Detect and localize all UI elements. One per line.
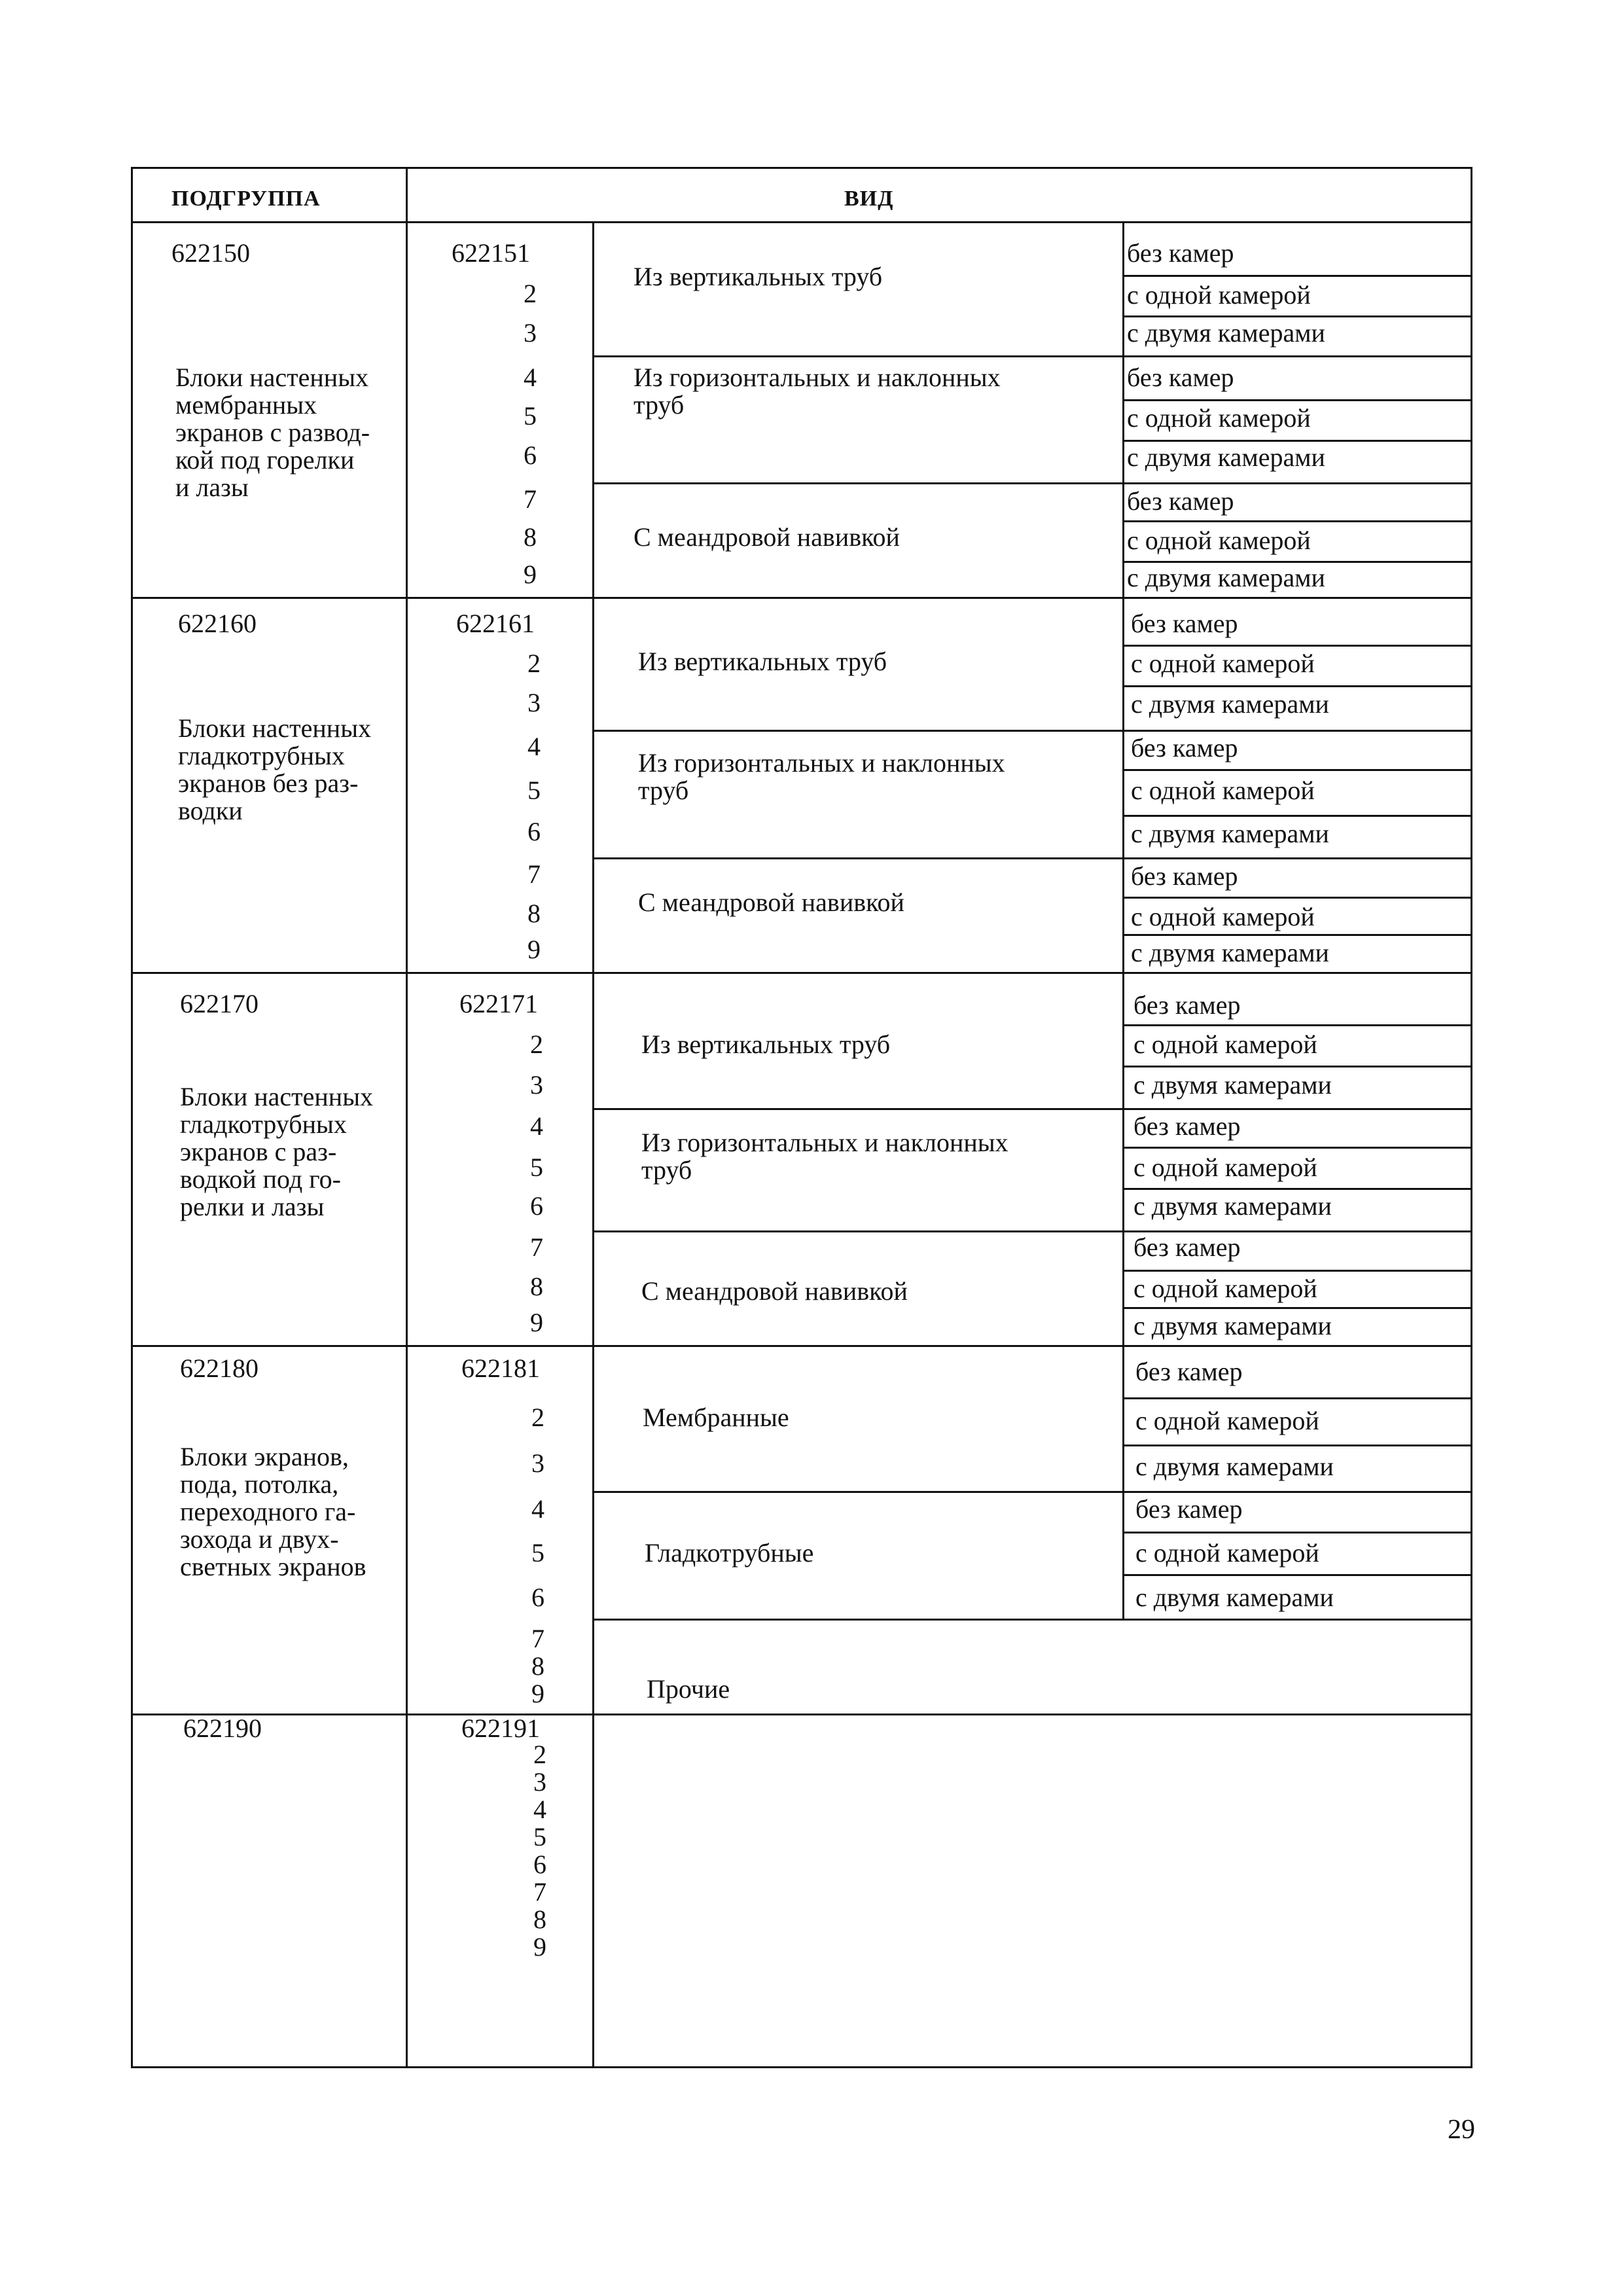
type-number: 4 — [527, 732, 541, 761]
subgroup-description: Блоки настенных гладкотрубных экранов без раз- водки — [178, 713, 372, 825]
chamber-divider — [1122, 1532, 1472, 1534]
subgroup-code: 622160 — [178, 609, 257, 638]
kind-divider — [592, 355, 1472, 357]
chamber-label: без камер — [1133, 1232, 1241, 1262]
kind-divider — [592, 1230, 1472, 1232]
type-number: 3 — [524, 318, 537, 348]
chamber-divider — [1122, 1270, 1472, 1272]
subgroup-code: 622180 — [180, 1354, 259, 1383]
page-number: 29 — [1448, 2115, 1475, 2145]
kind-divider — [592, 1491, 1472, 1493]
column-divider — [406, 167, 408, 2068]
chamber-label: с одной камерой — [1133, 1030, 1317, 1059]
kind-label: Прочие — [647, 1674, 730, 1704]
kind-divider — [592, 1619, 1472, 1621]
header-subgroup: ПОДГРУППА — [171, 187, 321, 211]
type-number: 5 — [530, 1153, 543, 1182]
type-number: 5 — [533, 1822, 546, 1852]
type-code: 622161 — [456, 609, 535, 638]
type-number: 3 — [530, 1070, 543, 1100]
chamber-label: без камер — [1127, 486, 1234, 516]
type-number: 7 — [533, 1877, 546, 1907]
chamber-divider — [1122, 1066, 1472, 1067]
kind-label: Из вертикальных труб — [633, 262, 883, 291]
header-divider — [131, 221, 1472, 223]
type-number: 6 — [531, 1583, 544, 1612]
chamber-label: с одной камерой — [1131, 902, 1315, 931]
chamber-label: без камер — [1133, 1111, 1241, 1141]
chamber-label: с двумя камерами — [1127, 318, 1325, 348]
type-number: 2 — [524, 279, 537, 308]
chamber-label: с одной камерой — [1131, 649, 1315, 678]
type-number: 3 — [527, 688, 541, 717]
header-type: ВИД — [844, 187, 894, 211]
group-divider — [131, 1713, 1472, 1715]
type-number: 9 — [531, 1679, 544, 1708]
chamber-label: с одной камерой — [1127, 280, 1311, 310]
chamber-divider — [1122, 1397, 1472, 1399]
kind-divider — [592, 730, 1472, 732]
chamber-divider — [1122, 897, 1472, 899]
type-number: 9 — [527, 935, 541, 964]
group-divider — [131, 972, 1472, 974]
chamber-divider — [1122, 1574, 1472, 1576]
chamber-label: с двумя камерами — [1131, 689, 1329, 719]
type-number: 2 — [530, 1030, 543, 1059]
chamber-divider — [1122, 645, 1472, 647]
chamber-label: без камер — [1135, 1357, 1243, 1386]
kind-divider — [592, 857, 1472, 859]
kind-label: С меандровой навивкой — [638, 888, 904, 917]
type-number: 9 — [533, 1932, 546, 1962]
column-divider — [1122, 221, 1124, 1619]
chamber-divider — [1122, 1444, 1472, 1446]
chamber-label: без камер — [1127, 363, 1234, 392]
type-number: 6 — [527, 817, 541, 846]
type-number: 3 — [533, 1767, 546, 1797]
chamber-label: с двумя камерами — [1135, 1452, 1334, 1481]
chamber-label: без камер — [1131, 861, 1238, 891]
subgroup-description: Блоки настенных гладкотрубных экранов с раз- водкой под го- релки и лазы — [180, 1082, 374, 1221]
type-code: 622191 — [461, 1713, 540, 1743]
chamber-label: без камер — [1131, 733, 1238, 762]
kind-label: Мембранные — [643, 1403, 789, 1432]
chamber-label: без камер — [1135, 1494, 1243, 1524]
chamber-label: без камер — [1133, 990, 1241, 1020]
chamber-label: с одной камерой — [1127, 526, 1311, 555]
column-divider — [592, 221, 594, 2068]
type-number: 7 — [524, 484, 537, 514]
type-number: 2 — [527, 649, 541, 678]
kind-label: Из вертикальных труб — [641, 1030, 891, 1059]
type-number: 6 — [524, 440, 537, 470]
type-number: 9 — [530, 1308, 543, 1337]
type-number: 5 — [527, 776, 541, 805]
chamber-divider — [1122, 1024, 1472, 1026]
chamber-label: с двумя камерами — [1131, 938, 1329, 967]
type-code: 622171 — [459, 989, 538, 1018]
kind-label: С меандровой навивкой — [641, 1276, 908, 1306]
chamber-divider — [1122, 1188, 1472, 1190]
chamber-label: с одной камерой — [1131, 776, 1315, 805]
type-code: 622181 — [461, 1354, 540, 1383]
subgroup-code: 622190 — [183, 1713, 262, 1743]
type-number: 7 — [531, 1624, 544, 1653]
chamber-divider — [1122, 275, 1472, 277]
type-number: 8 — [527, 899, 541, 928]
chamber-divider — [1122, 315, 1472, 317]
chamber-divider — [1122, 520, 1472, 522]
type-number: 4 — [533, 1795, 546, 1824]
chamber-label: с двумя камерами — [1133, 1070, 1332, 1100]
type-number: 5 — [531, 1538, 544, 1568]
chamber-divider — [1122, 934, 1472, 936]
chamber-label: с двумя камерами — [1133, 1191, 1332, 1221]
kind-label: С меандровой навивкой — [633, 522, 900, 552]
type-code: 622151 — [452, 238, 530, 268]
type-number: 9 — [524, 560, 537, 589]
chamber-label: с одной камерой — [1133, 1274, 1317, 1303]
chamber-divider — [1122, 440, 1472, 442]
kind-label: Из горизонтальных и наклонных труб — [638, 748, 1005, 805]
type-number: 8 — [524, 522, 537, 552]
chamber-label: с двумя камерами — [1131, 819, 1329, 848]
type-number: 7 — [527, 859, 541, 889]
chamber-label: с одной камерой — [1133, 1153, 1317, 1182]
kind-divider — [592, 1108, 1472, 1110]
kind-label: Из вертикальных труб — [638, 647, 887, 676]
type-number: 4 — [524, 363, 537, 392]
chamber-label: без камер — [1127, 238, 1234, 268]
type-number: 4 — [530, 1111, 543, 1141]
chamber-label: с двумя камерами — [1133, 1311, 1332, 1340]
type-number: 6 — [530, 1191, 543, 1221]
kind-divider — [592, 482, 1472, 484]
subgroup-code: 622150 — [171, 238, 250, 268]
chamber-divider — [1122, 769, 1472, 771]
subgroup-code: 622170 — [180, 989, 259, 1018]
kind-label: Гладкотрубные — [645, 1538, 814, 1568]
chamber-label: с одной камерой — [1127, 403, 1311, 433]
kind-label: Из горизонтальных и наклонных труб — [641, 1128, 1008, 1185]
type-number: 2 — [531, 1403, 544, 1432]
group-divider — [131, 597, 1472, 599]
group-divider — [131, 1345, 1472, 1347]
chamber-divider — [1122, 1147, 1472, 1149]
type-number: 6 — [533, 1850, 546, 1879]
chamber-label: без камер — [1131, 609, 1238, 638]
chamber-label: с одной камерой — [1135, 1406, 1319, 1435]
subgroup-description: Блоки настенных мембранных экранов с развод- кой под горелки и лазы — [175, 363, 370, 502]
subgroup-description: Блоки экранов, пода, потолка, переходного га- зохода и двух- светных экранов — [180, 1442, 366, 1581]
type-number: 5 — [524, 401, 537, 431]
chamber-divider — [1122, 815, 1472, 817]
chamber-label: с двумя камерами — [1127, 442, 1325, 472]
type-number: 7 — [530, 1232, 543, 1262]
type-number: 8 — [530, 1272, 543, 1301]
type-number: 8 — [533, 1905, 546, 1934]
chamber-label: с двумя камерами — [1135, 1583, 1334, 1612]
chamber-divider — [1122, 685, 1472, 687]
chamber-divider — [1122, 1307, 1472, 1309]
type-number: 4 — [531, 1494, 544, 1524]
chamber-label: с двумя камерами — [1127, 563, 1325, 592]
type-number: 8 — [531, 1651, 544, 1681]
type-number: 3 — [531, 1448, 544, 1478]
kind-label: Из горизонтальных и наклонных труб — [633, 363, 1001, 420]
type-number: 2 — [533, 1740, 546, 1769]
chamber-divider — [1122, 399, 1472, 401]
chamber-label: с одной камерой — [1135, 1538, 1319, 1568]
